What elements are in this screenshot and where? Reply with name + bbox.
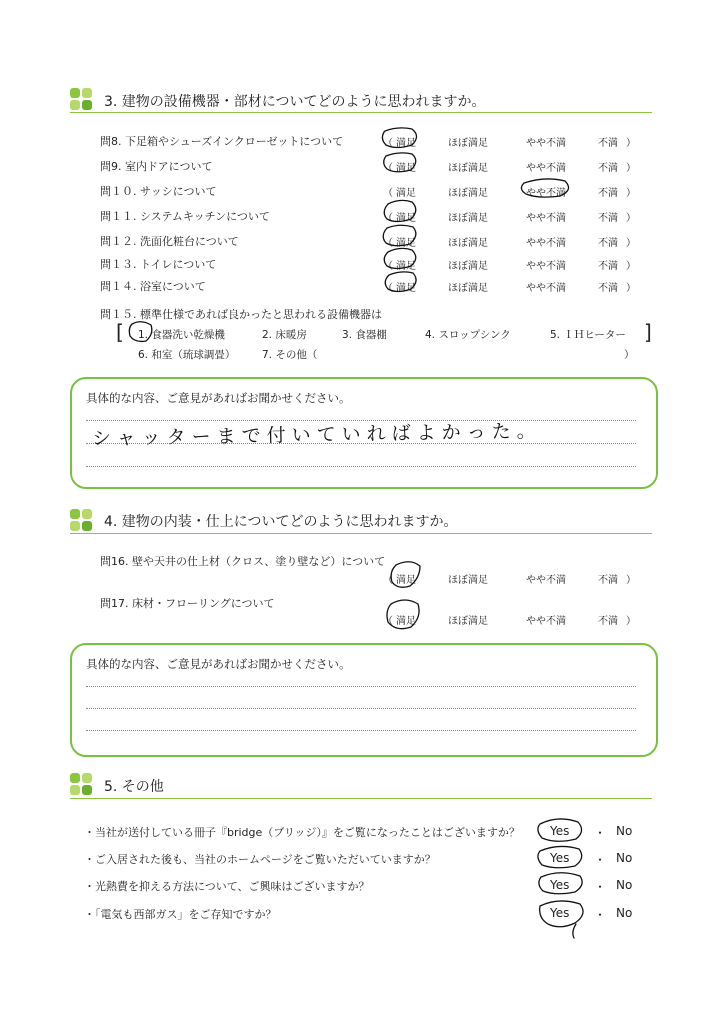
separator-dot: ・ bbox=[594, 908, 607, 922]
scale-dissatisfied[interactable]: 不満 bbox=[598, 138, 618, 149]
yes-option[interactable]: Yes bbox=[550, 906, 570, 920]
yes-option[interactable]: Yes bbox=[550, 824, 570, 838]
no-option[interactable]: No bbox=[616, 878, 633, 892]
option-4[interactable]: 4. スロップシンク bbox=[425, 329, 511, 341]
paren-close: ） bbox=[626, 575, 636, 586]
paren-open: （ bbox=[383, 213, 393, 224]
scale-mostly-satisfied[interactable]: ほぼ満足 bbox=[448, 283, 488, 294]
paren-close: ） bbox=[626, 163, 636, 174]
separator-dot: ・ bbox=[594, 880, 607, 894]
question-bridge: ・当社が送付している冊子『bridge（ブリッジ）』をご覧になったことはございますか？ bbox=[84, 826, 520, 839]
option-1[interactable]: 1. 食器洗い乾燥機 bbox=[138, 329, 225, 341]
scale-satisfied[interactable]: 満足 bbox=[396, 238, 416, 249]
option-7-close-paren: ） bbox=[624, 349, 635, 361]
scale-somewhat-dissatisfied[interactable]: やや不満 bbox=[526, 575, 566, 586]
paren-close: ） bbox=[626, 261, 636, 272]
question-12: 問１２. 洗面化粧台について bbox=[100, 235, 239, 248]
option-3[interactable]: 3. 食器棚 bbox=[342, 329, 387, 341]
paren-open: （ bbox=[383, 616, 393, 627]
scale-somewhat-dissatisfied[interactable]: やや不満 bbox=[526, 261, 566, 272]
paren-close: ） bbox=[626, 188, 636, 199]
question-9: 問9. 室内ドアについて bbox=[100, 160, 213, 173]
yes-option[interactable]: Yes bbox=[550, 851, 570, 865]
bracket-right: ] bbox=[644, 320, 652, 344]
scale-dissatisfied[interactable]: 不満 bbox=[598, 238, 618, 249]
scale-somewhat-dissatisfied[interactable]: やや不満 bbox=[526, 188, 566, 199]
separator-dot: ・ bbox=[594, 853, 607, 867]
scale-somewhat-dissatisfied[interactable]: やや不満 bbox=[526, 163, 566, 174]
question-energy: ・光熱費を抑える方法について、ご興味はございますか？ bbox=[84, 880, 370, 893]
no-option[interactable]: No bbox=[616, 851, 633, 865]
scale-somewhat-dissatisfied[interactable]: やや不満 bbox=[526, 213, 566, 224]
scale-satisfied[interactable]: 満足 bbox=[396, 616, 416, 627]
section-4-title: 4. 建物の内装・仕上についてどのように思われますか。 bbox=[104, 514, 458, 530]
scale-dissatisfied[interactable]: 不満 bbox=[598, 188, 618, 199]
paren-close: ） bbox=[626, 283, 636, 294]
paren-open: （ bbox=[383, 575, 393, 586]
yes-option[interactable]: Yes bbox=[550, 878, 570, 892]
paren-close: ） bbox=[626, 238, 636, 249]
scale-satisfied[interactable]: 満足 bbox=[396, 138, 416, 149]
scale-dissatisfied[interactable]: 不満 bbox=[598, 575, 618, 586]
section-3-title: 3. 建物の設備機器・部材についてどのように思われますか。 bbox=[104, 94, 486, 110]
scale-mostly-satisfied[interactable]: ほぼ満足 bbox=[448, 163, 488, 174]
section-5-title: 5. その他 bbox=[104, 779, 164, 795]
no-option[interactable]: No bbox=[616, 824, 633, 838]
no-option[interactable]: No bbox=[616, 906, 633, 920]
scale-mostly-satisfied[interactable]: ほぼ満足 bbox=[448, 261, 488, 272]
question-13: 問１３. トイレについて bbox=[100, 258, 217, 271]
question-11: 問１１. システムキッチンについて bbox=[100, 210, 270, 223]
question-10: 問１０. サッシについて bbox=[100, 185, 217, 198]
comment-label-3: 具体的な内容、ご意見があればお聞かせください。 bbox=[86, 391, 351, 405]
question-14: 問１４. 浴室について bbox=[100, 280, 206, 293]
paren-open: （ bbox=[383, 163, 393, 174]
scale-satisfied[interactable]: 満足 bbox=[396, 575, 416, 586]
comment-label-4: 具体的な内容、ご意見があればお聞かせください。 bbox=[86, 657, 351, 671]
paren-open: （ bbox=[383, 138, 393, 149]
separator-dot: ・ bbox=[594, 826, 607, 840]
paren-open: （ bbox=[383, 261, 393, 272]
scale-dissatisfied[interactable]: 不満 bbox=[598, 213, 618, 224]
scale-dissatisfied[interactable]: 不満 bbox=[598, 616, 618, 627]
option-2[interactable]: 2. 床暖房 bbox=[262, 329, 307, 341]
paren-open: （ bbox=[383, 188, 393, 199]
option-5[interactable]: 5. ＩＨヒーター bbox=[550, 329, 626, 341]
scale-dissatisfied[interactable]: 不満 bbox=[598, 163, 618, 174]
scale-dissatisfied[interactable]: 不満 bbox=[598, 261, 618, 272]
scale-mostly-satisfied[interactable]: ほぼ満足 bbox=[448, 575, 488, 586]
question-8: 問8. 下足箱やシューズインクローゼットについて bbox=[100, 135, 344, 148]
paren-close: ） bbox=[626, 616, 636, 627]
paren-close: ） bbox=[626, 213, 636, 224]
scale-satisfied[interactable]: 満足 bbox=[396, 188, 416, 199]
scale-satisfied[interactable]: 満足 bbox=[396, 261, 416, 272]
scale-somewhat-dissatisfied[interactable]: やや不満 bbox=[526, 283, 566, 294]
question-15: 問１５. 標準仕様であれば良かったと思われる設備機器は bbox=[100, 308, 382, 321]
question-16: 問16. 壁や天井の仕上材（クロス、塗り壁など）について bbox=[100, 555, 386, 568]
scale-satisfied[interactable]: 満足 bbox=[396, 213, 416, 224]
scale-somewhat-dissatisfied[interactable]: やや不満 bbox=[526, 138, 566, 149]
paren-open: （ bbox=[383, 238, 393, 249]
scale-mostly-satisfied[interactable]: ほぼ満足 bbox=[448, 238, 488, 249]
scale-dissatisfied[interactable]: 不満 bbox=[598, 283, 618, 294]
question-17: 問17. 床材・フローリングについて bbox=[100, 597, 275, 610]
scale-mostly-satisfied[interactable]: ほぼ満足 bbox=[448, 188, 488, 199]
question-seibu-gas: ・「電気も西部ガス」をご存知ですか？ bbox=[84, 908, 277, 921]
scale-somewhat-dissatisfied[interactable]: やや不満 bbox=[526, 238, 566, 249]
scale-mostly-satisfied[interactable]: ほぼ満足 bbox=[448, 138, 488, 149]
paren-open: （ bbox=[383, 283, 393, 294]
scale-somewhat-dissatisfied[interactable]: やや不満 bbox=[526, 616, 566, 627]
scale-satisfied[interactable]: 満足 bbox=[396, 283, 416, 294]
option-6[interactable]: 6. 和室（琉球調畳） bbox=[138, 349, 236, 361]
bracket-left: [ bbox=[116, 320, 124, 344]
scale-satisfied[interactable]: 満足 bbox=[396, 163, 416, 174]
option-7[interactable]: 7. その他（ bbox=[262, 349, 318, 361]
paren-close: ） bbox=[626, 138, 636, 149]
scale-mostly-satisfied[interactable]: ほぼ満足 bbox=[448, 616, 488, 627]
question-homepage: ・ご入居された後も、当社のホームページをご覧いただいていますか？ bbox=[84, 853, 436, 866]
scale-mostly-satisfied[interactable]: ほぼ満足 bbox=[448, 213, 488, 224]
handwritten-comment: シャッターまで付いていればよかった。 bbox=[91, 420, 542, 450]
